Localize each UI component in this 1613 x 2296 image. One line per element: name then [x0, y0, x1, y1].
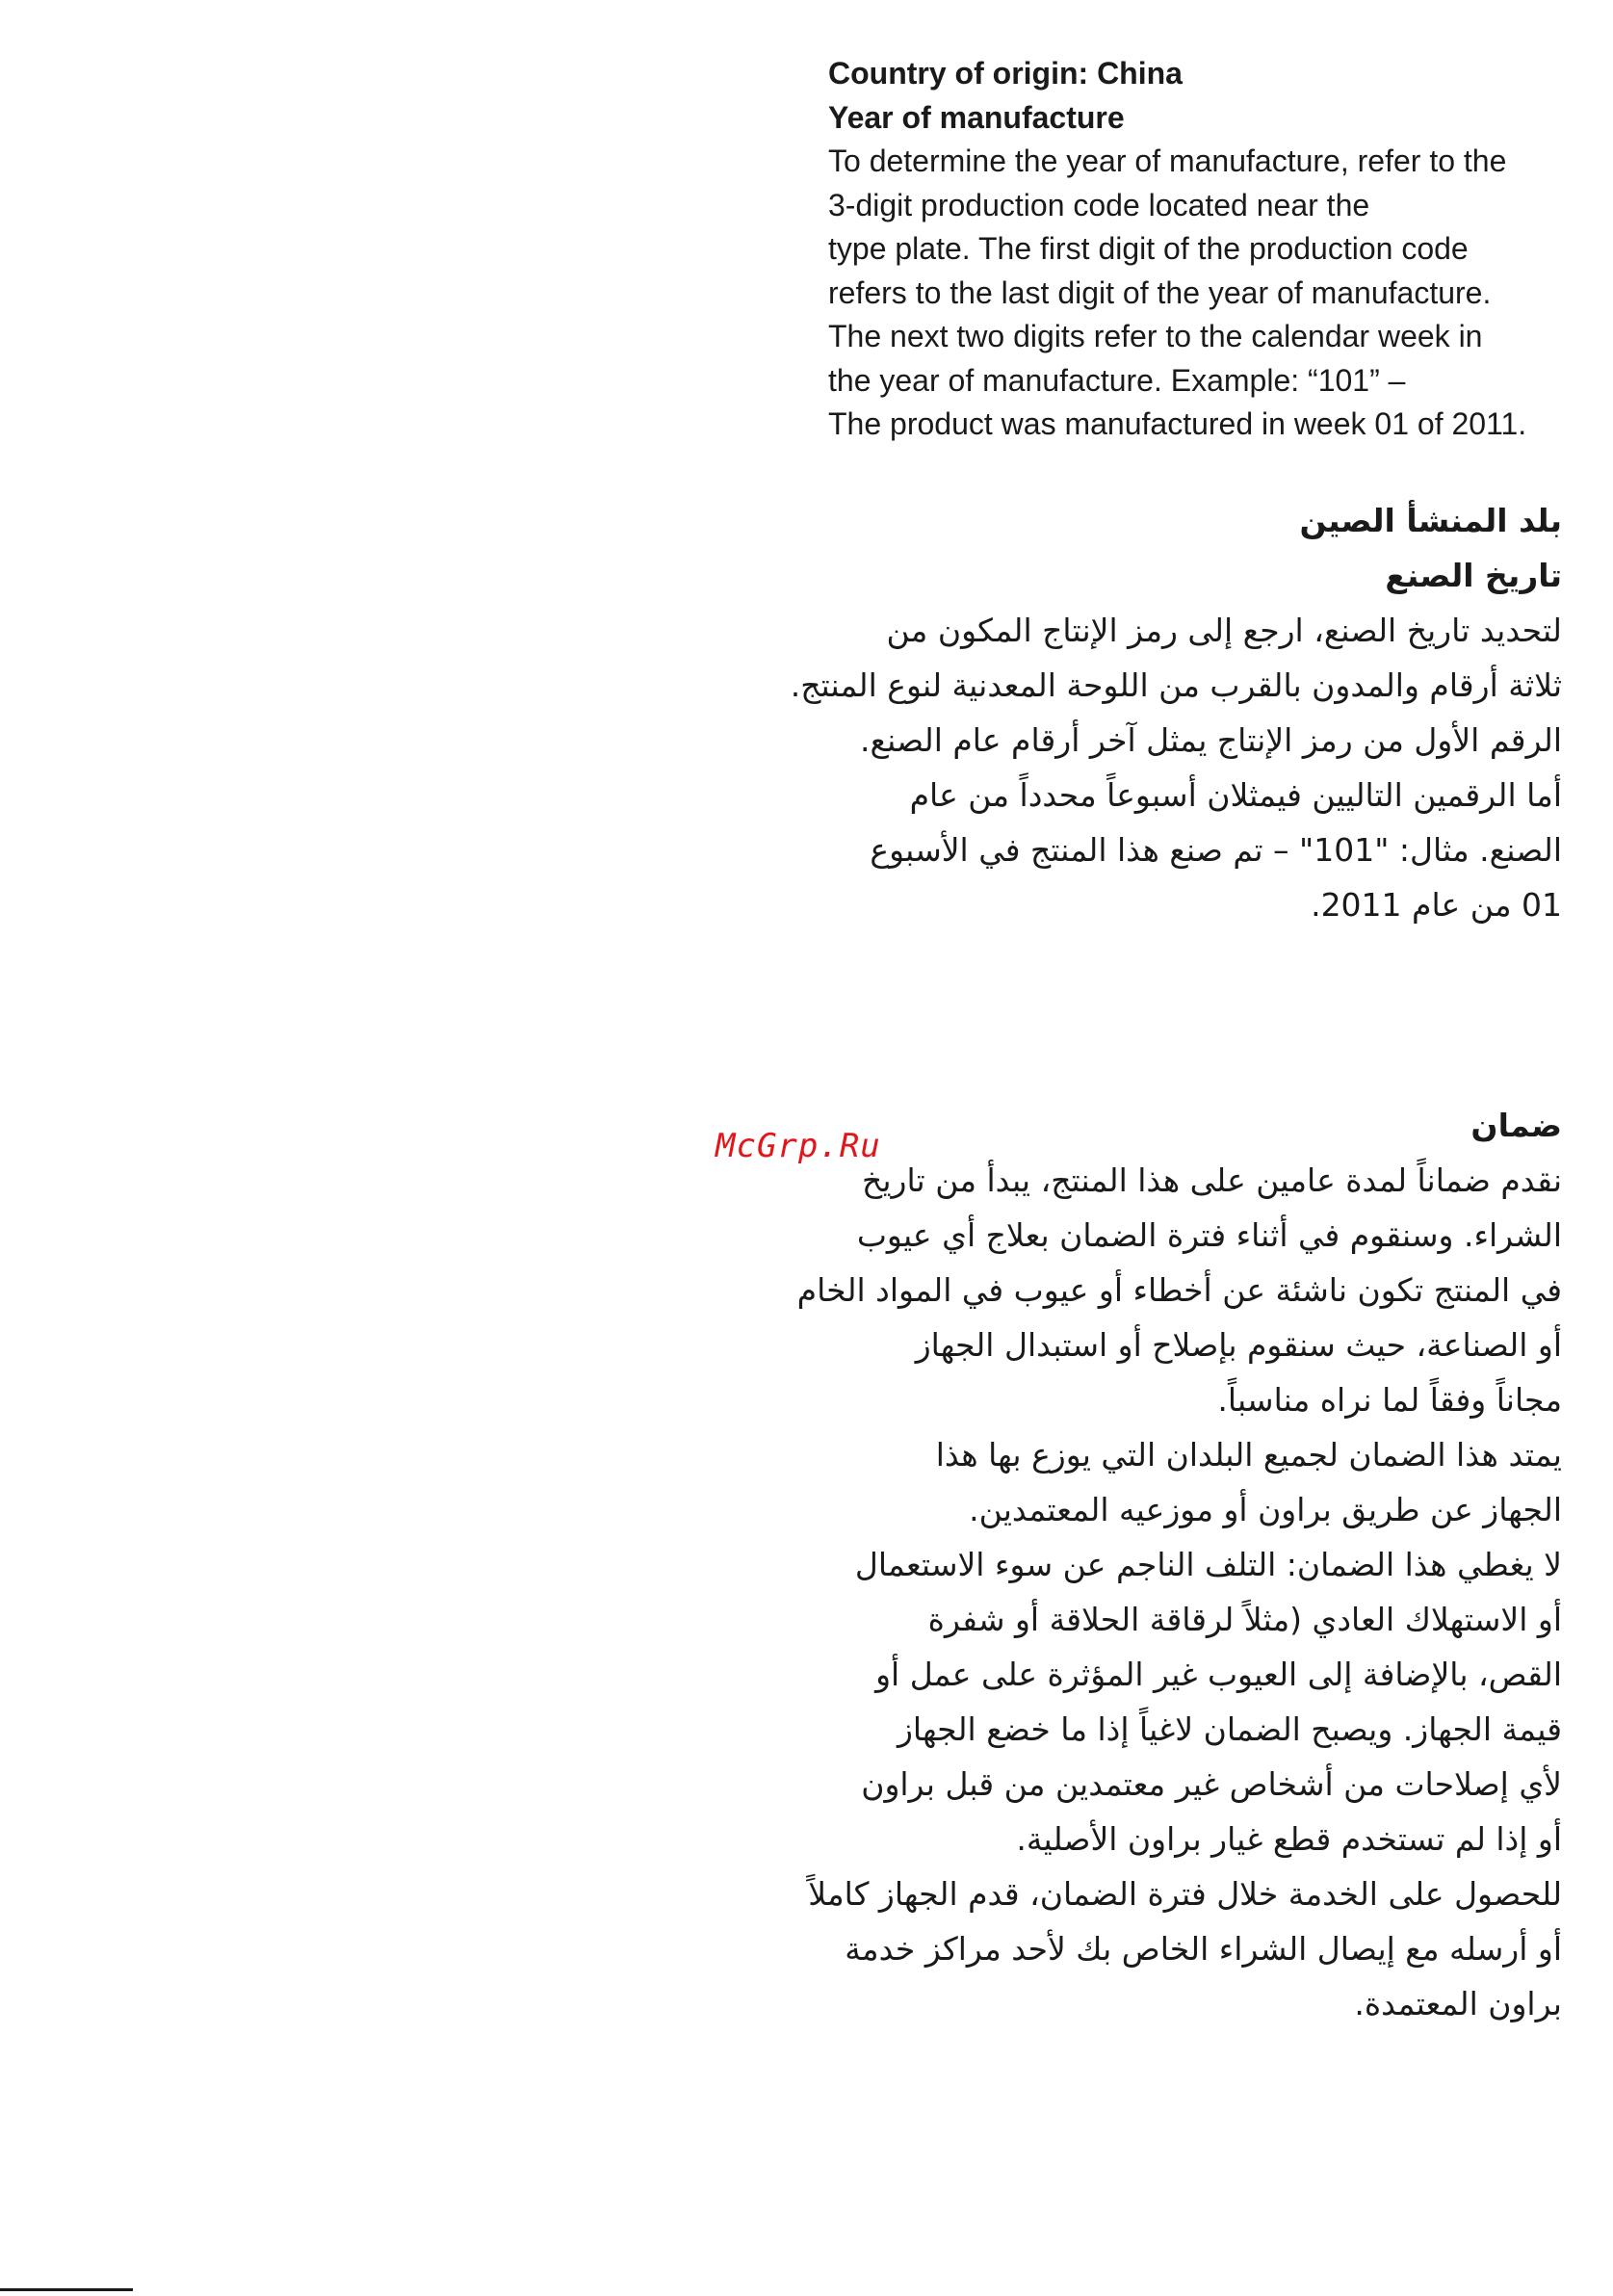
body-line: refers to the last digit of the year of manufacture. [828, 274, 1492, 310]
arabic-warranty-line: في المنتج تكون ناشئة عن أخطاء أو عيوب في المواد الخام [796, 1271, 1562, 1309]
arabic-body-line: الرقم الأول من رمز الإنتاج يمثل آخر أرقام عام الصنع. [860, 721, 1562, 759]
arabic-body-line: الصنع. مثال: "101" – تم صنع هذا المنتج في الأسبوع [870, 831, 1562, 869]
arabic-warranty-section [772, 1098, 1562, 2031]
arabic-warranty-line: الجهاز عن طريق براون أو موزعيه المعتمدين. [969, 1491, 1562, 1528]
arabic-warranty-line: لا يغطي هذا الضمان: التلف الناجم عن سوء الاستعمال [854, 1546, 1562, 1583]
arabic-body-line: لتحديد تاريخ الصنع، ارجع إلى رمز الإنتاج المكون من [886, 612, 1562, 649]
arabic-body-line: أما الرقمين التاليين فيمثلان أسبوعاً محدداً من عام [909, 776, 1562, 814]
body-line: The product was manufactured in week 01 of 2011. [828, 406, 1527, 441]
arabic-warranty-line: قيمة الجهاز. ويصبح الضمان لاغياً إذا ما خضع الجهاز [897, 1710, 1562, 1748]
arabic-warranty-line: الشراء. وسنقوم في أثناء فترة الضمان بعلاج أي عيوب [856, 1216, 1562, 1254]
arabic-warranty-line: أو الاستهلاك العادي (مثلاً لرقاقة الحلاقة أو شفرة [927, 1601, 1562, 1638]
body-line: The next two digits refer to the calendar week in [828, 319, 1483, 353]
arabic-warranty-line: نقدم ضماناً لمدة عامين على هذا المنتج، يبدأ من تاريخ [862, 1161, 1562, 1199]
year-of-manufacture-heading: Year of manufacture [828, 99, 1125, 135]
body-line: type plate. The first digit of the production code [828, 231, 1469, 266]
arabic-body-line: 01 من عام 2011. [1311, 886, 1562, 924]
arabic-country-of-origin-heading: بلد المنشأ الصين [1299, 502, 1562, 539]
arabic-warranty-line: براون المعتمدة. [1354, 1985, 1562, 2022]
english-origin-section [828, 52, 1560, 447]
arabic-year-of-manufacture-heading: تاريخ الصنع [1385, 557, 1562, 594]
arabic-warranty-line: للحصول على الخدمة خلال فترة الضمان، قدم الجهاز كاملاً [808, 1875, 1562, 1913]
arabic-warranty-line: أو إذا لم تستخدم قطع غيار براون الأصلية. [1016, 1820, 1562, 1858]
footer-rule [0, 2288, 133, 2291]
arabic-body-line: ثلاثة أرقام والمدون بالقرب من اللوحة المعدنية لنوع المنتج. [790, 666, 1562, 704]
arabic-warranty-line: القص، بالإضافة إلى العيوب غير المؤثرة على عمل أو [875, 1656, 1562, 1693]
body-line: 3-digit production code located near the [828, 187, 1370, 222]
arabic-origin-section [772, 493, 1562, 932]
arabic-warranty-line: مجاناً وفقاً لما نراه مناسباً. [1217, 1381, 1562, 1419]
body-line: the year of manufacture. Example: “101” – [828, 362, 1406, 398]
body-line: To determine the year of manufacture, refer to the [828, 144, 1507, 178]
arabic-warranty-line: أو الصناعة، حيث سنقوم بإصلاح أو استبدال الجهاز [915, 1326, 1562, 1364]
arabic-warranty-line: أو أرسله مع إيصال الشراء الخاص بك لأحد مراكز خدمة [845, 1930, 1562, 1968]
arabic-warranty-heading: ضمان [1470, 1107, 1562, 1144]
country-of-origin-heading: Country of origin: China [828, 56, 1183, 91]
watermark-text: McGrp.Ru [715, 1127, 881, 1165]
arabic-warranty-line: يمتد هذا الضمان لجميع البلدان التي يوزع بها هذا [935, 1436, 1562, 1474]
arabic-warranty-line: لأي إصلاحات من أشخاص غير معتمدين من قبل براون [861, 1765, 1562, 1803]
